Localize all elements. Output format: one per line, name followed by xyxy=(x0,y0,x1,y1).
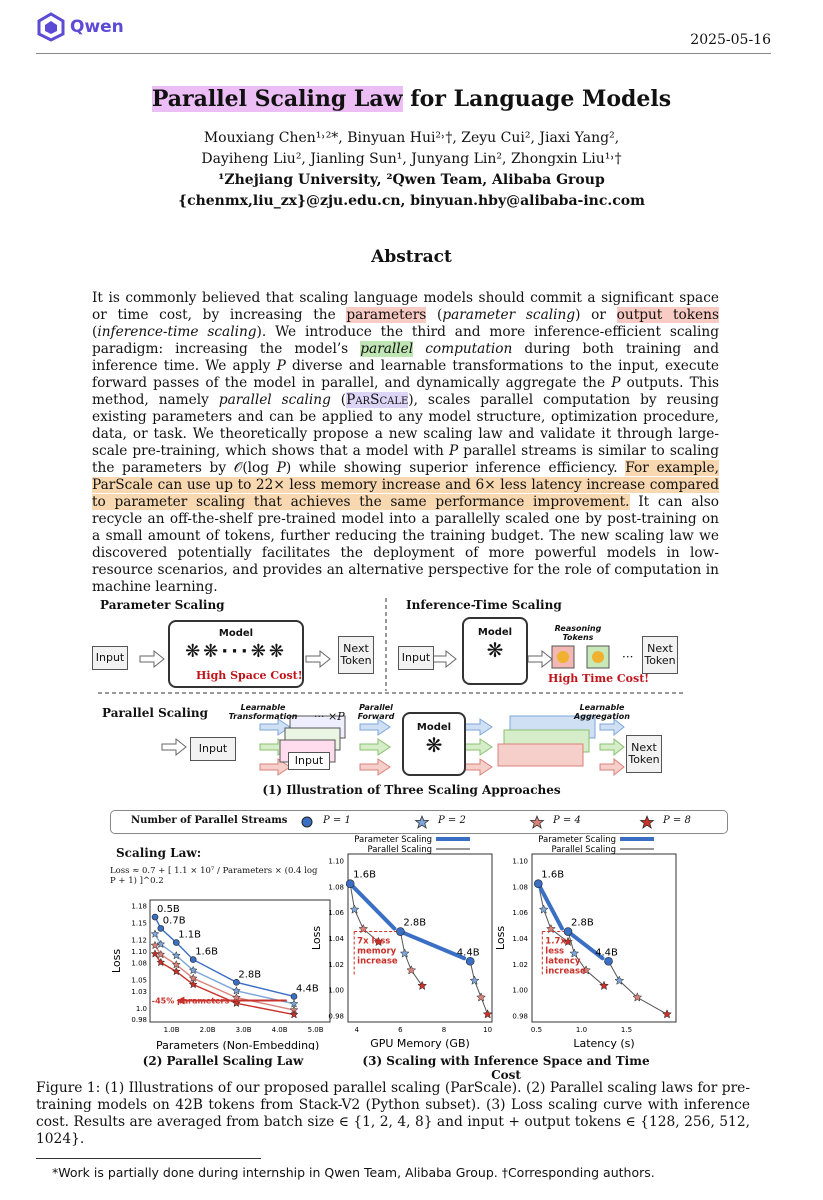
point-label: 4.4B xyxy=(456,947,480,959)
parallel-point xyxy=(470,976,479,984)
input-box-parallel: Input xyxy=(190,737,236,761)
qwen-logo xyxy=(36,12,124,42)
abstract-text: ) or xyxy=(575,307,617,323)
arrow-green-icon xyxy=(360,739,390,755)
abstract-heading: Abstract xyxy=(371,247,452,267)
arrow-blue-icon xyxy=(600,719,624,735)
x-tick-label: 4.0B xyxy=(271,1026,288,1034)
legend-label-p1: P = 1 xyxy=(323,815,351,826)
parallel-series-line xyxy=(609,961,668,1014)
y-tick-label: 1.04 xyxy=(328,935,344,943)
legend-marker-p2 xyxy=(416,816,429,828)
legend-parallel: Parallel Scaling xyxy=(367,845,432,855)
x-tick-label: 8 xyxy=(441,1026,447,1034)
subcaption-2: (2) Parallel Scaling Law xyxy=(142,1054,304,1068)
x-axis-label: Parameters (Non-Embedding) xyxy=(156,1039,320,1050)
abstract-text: during both training and inference time. We apply xyxy=(92,341,719,374)
arrow-icon xyxy=(306,651,330,667)
y-tick-label: 0.98 xyxy=(328,1012,344,1021)
model-label: Model xyxy=(416,722,452,733)
logo-text: Qwen xyxy=(70,17,124,37)
legend-param: Parameter Scaling xyxy=(354,835,432,845)
x-tick-label: 0.5 xyxy=(530,1026,543,1034)
reduction-label: -45% parameters xyxy=(151,996,230,1006)
legend-title: Number of Parallel Streams xyxy=(131,815,288,826)
abstract-text: It can also recycle an off-the-shelf pre-trained model into a parallelly scaled one by post-training on a small amount of tokens, further reducing the training budget. The new scaling law we discovered potentially facilitates the deployment of more powerful models in low-resource scenarios, and provides an alternative perspective for the role of computation in machine learning. xyxy=(92,494,720,595)
next-token-box-infer: Next Token xyxy=(642,636,678,674)
data-point xyxy=(151,950,159,957)
abstract-text: outputs. This method, namely xyxy=(92,375,720,408)
times-p-label: ··· ×P xyxy=(314,710,345,723)
title-highlight: Parallel Scaling Law xyxy=(151,86,403,112)
parallel-point xyxy=(600,981,609,989)
authors-block xyxy=(0,128,823,212)
y-tick-label: 1.02 xyxy=(328,960,344,969)
parallel-point xyxy=(400,949,409,957)
point-label: 1.1B xyxy=(178,929,202,941)
var-p: P xyxy=(276,460,286,476)
x-tick-label: 10 xyxy=(483,1026,493,1034)
scaling-law-chart xyxy=(108,890,338,1050)
parallel-point xyxy=(350,905,359,913)
annotation-text: increase xyxy=(357,956,398,967)
param-point xyxy=(466,957,474,965)
var-p: P xyxy=(611,375,621,391)
point-label: 4.4B xyxy=(296,983,319,995)
abstract-text: ). We introduce the third and more inference-efficient scaling paradigm: increasing the model’s xyxy=(92,324,719,357)
arrow-icon xyxy=(432,651,456,667)
param-scaling-heading: Parameter Scaling xyxy=(100,598,225,612)
affiliations: ¹Zhejiang University, ²Qwen Team, Alibaba Group xyxy=(218,172,605,188)
arrow-icon xyxy=(528,651,552,667)
parallel-point xyxy=(418,981,427,989)
x-axis-label: Latency (s) xyxy=(573,1037,635,1050)
infer-scaling-heading: Inference-Time Scaling xyxy=(406,598,562,612)
learnable-transformation-label: Learnable Transformation xyxy=(228,703,298,721)
legend-param: Parameter Scaling xyxy=(538,835,616,845)
point-label: 0.5B xyxy=(157,904,180,916)
parallel-point xyxy=(407,966,416,974)
highlight-example: For example, ParScale can use up to 22× less memory increase and 6× less latency increase compared to parameter scaling that achieves the same performance improvement. xyxy=(92,460,719,510)
footnote: *Work is partially done during internship in Qwen Team, Alibaba Group. †Corresponding authors. xyxy=(52,1165,655,1180)
abstract-italic: computation xyxy=(425,341,513,357)
next-token-box-parallel: Next Token xyxy=(626,735,662,773)
param-point xyxy=(564,928,572,936)
y-tick-label: 1.0 xyxy=(135,1004,147,1013)
legend-marker-p8 xyxy=(641,816,654,828)
parallel-point xyxy=(539,905,548,913)
parallel-point xyxy=(663,1010,672,1018)
point-label: 2.8B xyxy=(238,969,262,981)
abstract-text: It is commonly believed that scaling language models should commit a significant space or time cost, by increasing the xyxy=(92,290,719,323)
abstract-italic: parameter scaling xyxy=(442,307,576,323)
law-title: Scaling Law: xyxy=(116,846,202,860)
var-p: P xyxy=(276,358,286,374)
learnable-aggregation-label: Learnable Aggregation xyxy=(574,703,630,721)
data-point xyxy=(290,1011,298,1018)
annotation-text: 7x less xyxy=(357,936,391,947)
model-box-parallel xyxy=(402,712,466,776)
y-tick-label: 0.98 xyxy=(131,1016,147,1025)
x-tick-label: 3.0B xyxy=(235,1026,252,1034)
authors-line-2: Dayiheng Liu², Jianling Sun¹, Junyang Lin², Zhongxin Liu¹˒† xyxy=(201,151,622,167)
emoji-icon xyxy=(592,651,604,663)
annotation-text: less xyxy=(545,946,565,957)
x-tick-label: 5.0B xyxy=(307,1026,324,1034)
arrow-blue-icon xyxy=(360,719,390,735)
y-tick-label: 1.02 xyxy=(512,960,528,969)
input-box-param: Input xyxy=(92,646,128,670)
highlight-parameters: parameters xyxy=(346,307,427,323)
y-tick-label: 1.04 xyxy=(512,935,528,943)
abstract-text: ( xyxy=(92,324,98,340)
point-label: 2.8B xyxy=(571,917,594,929)
param-point xyxy=(396,928,404,936)
x-axis-label: GPU Memory (GB) xyxy=(370,1037,470,1050)
abstract-body xyxy=(92,290,719,596)
figure-caption: Figure 1: (1) Illustrations of our proposed parallel scaling (ParScale). (2) Parallel scaling laws for pre-training models on 42B tokens from Stack-V2 (Python subset). (3) Loss scaling curve with inference cost. Results are averaged from batch size ∈ {1, 2, 4, 8} and input + output tokens ∈ {128, 256, 512, 1024}. xyxy=(36,1080,750,1147)
memory-chart xyxy=(306,832,502,1058)
model-label: Model xyxy=(477,627,513,638)
arrow-icon xyxy=(140,651,164,667)
point-label: 2.8B xyxy=(403,917,427,929)
x-tick-label: 1.5 xyxy=(620,1026,633,1034)
data-point xyxy=(233,987,241,994)
abstract-text: diverse and learnable transformations to the input, execute forward passes of the model in parallel, and dynamically aggregate the xyxy=(92,358,719,391)
y-tick-label: 1.18 xyxy=(131,902,147,911)
header-rule xyxy=(36,53,771,54)
abstract-text: ( xyxy=(426,307,443,323)
y-tick-label: 1.12 xyxy=(131,936,147,945)
y-tick-label: 1.15 xyxy=(131,919,147,928)
x-tick-label: 2.0B xyxy=(199,1026,216,1034)
y-tick-label: 1.08 xyxy=(328,883,344,892)
y-tick-label: 1.10 xyxy=(131,948,147,957)
legend-label-p8: P = 8 xyxy=(663,815,691,826)
point-label: 1.6B xyxy=(195,946,218,958)
y-tick-label: 0.98 xyxy=(512,1012,528,1021)
y-axis-label: Loss xyxy=(494,925,507,951)
footnote-rule xyxy=(36,1158,261,1159)
reasoning-tokens-label: Reasoning Tokens xyxy=(554,624,602,642)
y-axis-label: Loss xyxy=(310,925,323,951)
input-stack-label: Input xyxy=(288,752,330,770)
network-icon: ❋ xyxy=(425,733,443,757)
ellipsis: ··· xyxy=(622,650,634,664)
param-point xyxy=(605,957,613,965)
y-tick-label: 1.10 xyxy=(328,857,344,866)
var-p: P xyxy=(448,443,459,459)
point-label: 4.4B xyxy=(595,947,618,959)
network-icons: ❋❋···❋❋ xyxy=(185,641,287,662)
model-box-infer xyxy=(462,617,528,685)
emoji-icon xyxy=(557,651,569,663)
arrow-green-icon xyxy=(462,739,492,755)
authors-line-1: Mouxiang Chen¹˒²*, Binyuan Hui²˒†, Zeyu Cui², Jiaxi Yang², xyxy=(203,130,620,146)
point-label: 0.7B xyxy=(162,915,186,927)
emails: {chenmx,liu_zx}@zju.edu.cn, binyuan.hby@alibaba-inc.com xyxy=(178,193,645,209)
param-scaling-line xyxy=(400,932,464,959)
next-token-box-param: Next Token xyxy=(338,636,374,674)
x-tick-label: 1.0B xyxy=(163,1026,180,1034)
parallel-series-line xyxy=(470,961,487,1014)
legend xyxy=(110,810,728,834)
highlight-output-tokens: output tokens xyxy=(616,307,719,323)
legend-label-p4: P = 4 xyxy=(553,815,581,826)
parallel-scaling-heading: Parallel Scaling xyxy=(102,706,209,720)
param-point xyxy=(346,880,354,888)
subcaption-3: (3) Scaling with Inference Space and Time Cost xyxy=(362,1054,650,1082)
annotation-text: increase xyxy=(545,966,586,977)
y-axis-label: Loss xyxy=(110,948,123,974)
y-tick-label: 1.08 xyxy=(512,883,528,892)
arrow-green-icon xyxy=(600,739,624,755)
legend-label-p2: P = 2 xyxy=(438,815,466,826)
abstract-text: ), scales parallel computation by reusing existing parameters and can be applied to any model structure, optimization procedure, data, or task. We theoretically propose a new scaling law and validate it through large-scale pre-training, which shows that a model with xyxy=(92,392,719,459)
agg-layer-red xyxy=(498,744,583,766)
annotation-text: 1.7x xyxy=(545,936,566,947)
abstract-italic: inference-time scaling xyxy=(97,324,257,340)
x-tick-label: 4 xyxy=(354,1026,359,1034)
arrow-red-icon xyxy=(600,759,624,775)
high-space-cost: High Space Cost! xyxy=(196,669,303,682)
annotation-text: memory xyxy=(357,946,397,957)
law-formula: Loss ≈ 0.7 + [ 1.1 × 10⁷ / Parameters × (0.4 log P + 1) ]^0.2 xyxy=(110,866,318,886)
highlight-parallel: parallel xyxy=(360,341,414,357)
latency-chart xyxy=(490,832,690,1058)
y-tick-label: 1.00 xyxy=(512,986,528,995)
title-rest: for Language Models xyxy=(402,86,672,112)
abstract-text xyxy=(413,341,425,357)
x-tick-label: 1.0 xyxy=(575,1026,588,1034)
high-time-cost: High Time Cost! xyxy=(548,672,650,685)
data-point xyxy=(151,930,159,937)
model-label: Model xyxy=(218,628,254,639)
qwen-logo-icon xyxy=(36,12,66,42)
parallel-forward-label: Parallel Forward xyxy=(357,703,395,721)
param-point xyxy=(534,880,542,888)
highlight-parscale: ParScale xyxy=(346,392,409,408)
abstract-text: ( xyxy=(330,392,347,408)
arrow-red-icon xyxy=(360,759,390,775)
y-tick-label: 1.08 xyxy=(131,959,147,968)
annotation-text: latency xyxy=(545,956,581,967)
y-tick-label: 1.00 xyxy=(328,986,344,995)
y-tick-label: 1.06 xyxy=(512,909,528,918)
date: 2025-05-16 xyxy=(690,32,771,48)
point-label: 1.6B xyxy=(353,869,376,881)
subcaption-1: (1) Illustration of Three Scaling Approaches xyxy=(262,783,561,797)
x-tick-label: 6 xyxy=(398,1026,403,1034)
arrow-blue-icon xyxy=(462,719,492,735)
legend-marker-p1 xyxy=(302,817,312,827)
parallel-point xyxy=(477,993,486,1001)
param-scaling-line xyxy=(538,884,562,929)
paper-title xyxy=(0,86,823,112)
data-point xyxy=(151,941,159,948)
network-icon: ❋ xyxy=(486,638,504,662)
legend-marker-p4 xyxy=(531,816,544,828)
input-box-infer: Input xyxy=(398,646,434,670)
abstract-italic: parallel scaling xyxy=(218,392,331,408)
abstract-text: parallel streams is similar to scaling the parameters by 𝒪(log xyxy=(92,443,719,476)
arrow-icon xyxy=(162,739,186,755)
point-label: 1.6B xyxy=(541,869,565,881)
arrow-red-icon xyxy=(462,759,492,775)
abstract-text: ) while showing superior inference efficiency. xyxy=(285,460,626,476)
y-tick-label: 1.03 xyxy=(131,987,147,996)
y-tick-label: 1.05 xyxy=(131,976,147,985)
param-scaling-line xyxy=(350,884,394,929)
legend-parallel: Parallel Scaling xyxy=(551,845,616,855)
y-tick-label: 1.10 xyxy=(512,857,528,866)
ellipsis: ··· xyxy=(221,641,251,662)
y-tick-label: 1.06 xyxy=(328,909,344,918)
